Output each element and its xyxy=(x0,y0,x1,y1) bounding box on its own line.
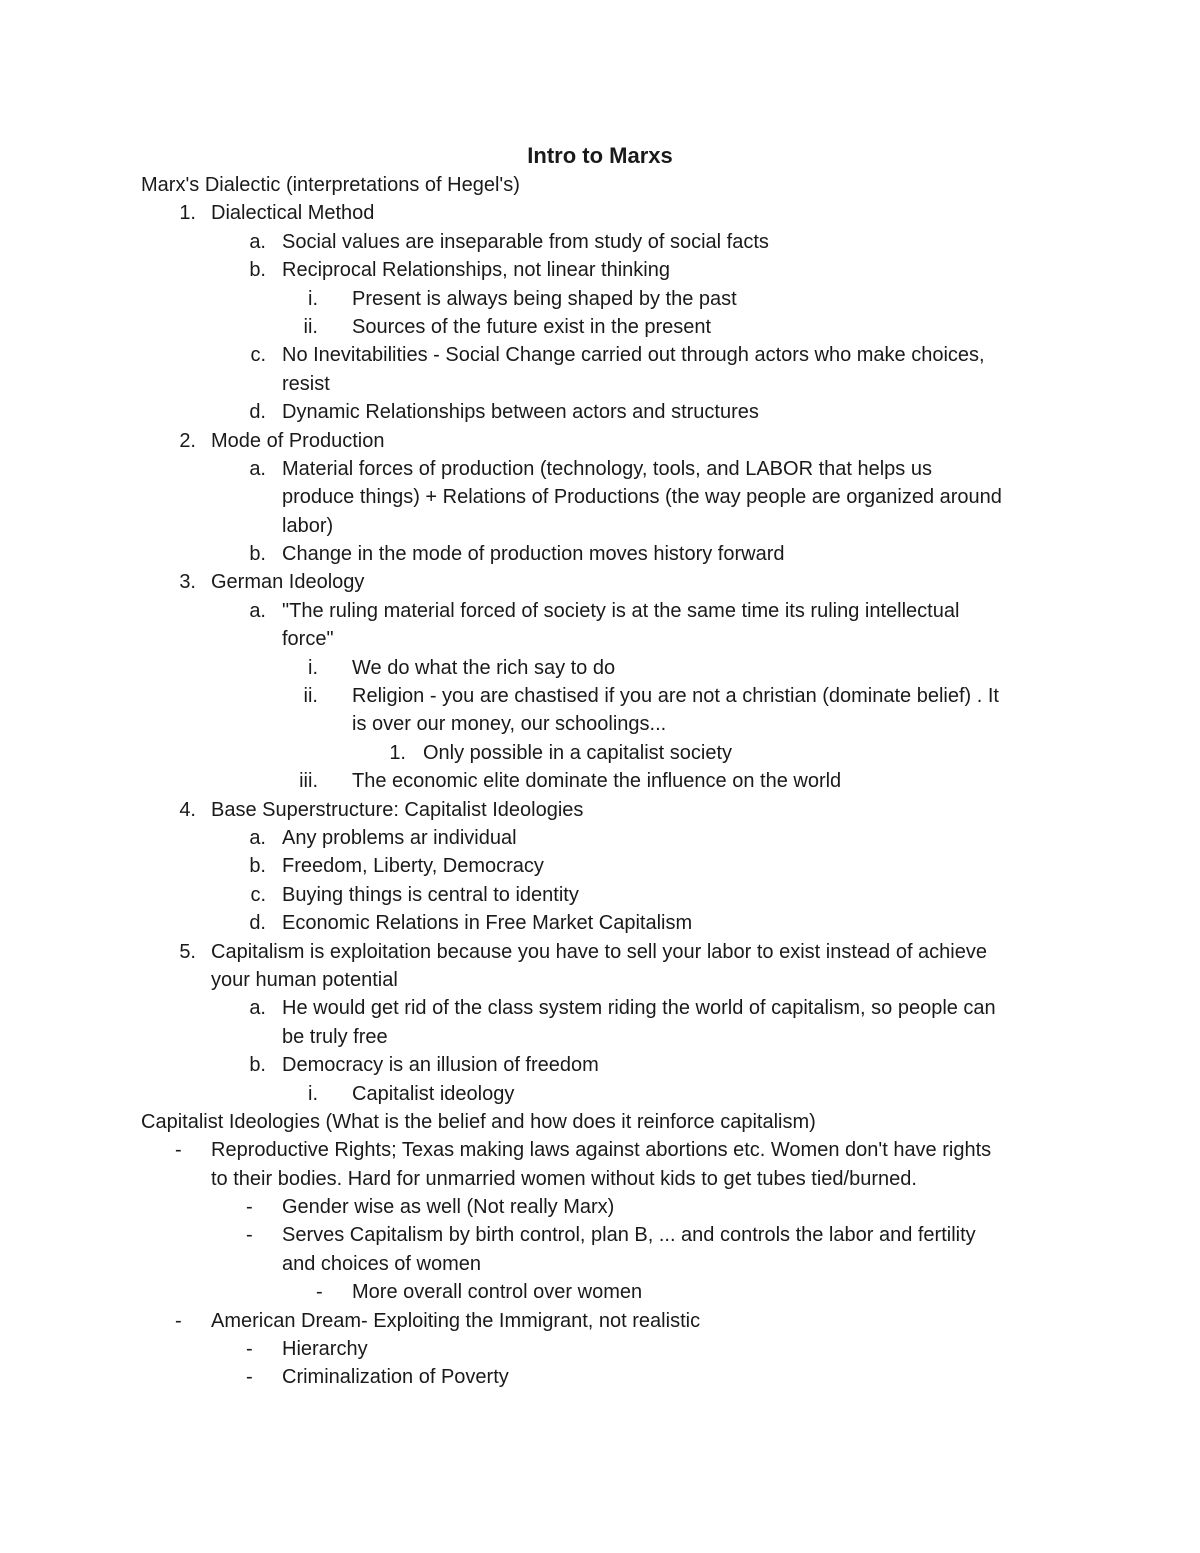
list-item xyxy=(0,540,1200,568)
list-item xyxy=(0,483,1200,511)
list-item xyxy=(0,1165,1200,1193)
list-item xyxy=(0,427,1200,455)
list-item xyxy=(0,1250,1200,1278)
list-item-text: force" xyxy=(282,628,334,651)
list-item-text: Dialectical Method xyxy=(211,202,375,225)
list-item xyxy=(0,654,1200,682)
list-marker: - xyxy=(175,1139,182,1162)
list-marker: - xyxy=(246,1224,253,1247)
list-marker: i. xyxy=(308,287,318,310)
list-marker: a. xyxy=(249,826,266,849)
list-item-text: Capitalist Ideologies (What is the belief and how does it reinforce capitalism) xyxy=(141,1110,816,1133)
list-marker: - xyxy=(246,1338,253,1361)
list-item xyxy=(0,1363,1200,1391)
list-item xyxy=(0,455,1200,483)
list-item-text: Capitalism is exploitation because you have to sell your labor to exist instead of achieve xyxy=(211,940,987,963)
list-item-text: Criminalization of Poverty xyxy=(282,1366,509,1389)
list-marker: i. xyxy=(308,656,318,679)
list-item-text: Hierarchy xyxy=(282,1338,368,1361)
list-marker: c. xyxy=(250,883,266,906)
list-item-text: resist xyxy=(282,372,330,395)
list-item-text: Buying things is central to identity xyxy=(282,883,579,906)
list-item xyxy=(0,1051,1200,1079)
list-item-text: Freedom, Liberty, Democracy xyxy=(282,855,544,878)
list-item xyxy=(0,767,1200,795)
list-item-text: He would get rid of the class system riding the world of capitalism, so people can xyxy=(282,997,996,1020)
list-item-text: Only possible in a capitalist society xyxy=(423,741,733,764)
list-marker: b. xyxy=(249,259,266,282)
list-marker: - xyxy=(246,1196,253,1219)
list-marker: 5. xyxy=(179,940,196,963)
list-item-text: Capitalist ideology xyxy=(352,1082,515,1105)
list-item-text: Religion - you are chastised if you are not a christian (dominate belief) . It xyxy=(352,685,999,708)
list-item-text: Marx's Dialectic (interpretations of Hegel's) xyxy=(141,174,520,196)
list-marker: 1. xyxy=(179,202,196,225)
list-item-text: Present is always being shaped by the past xyxy=(352,287,737,310)
list-item-text: Any problems ar individual xyxy=(282,826,517,849)
list-item xyxy=(0,739,1200,767)
list-item-text: "The ruling material forced of society is at the same time its ruling intellectual xyxy=(282,599,960,622)
list-item-text: Social values are inseparable from study of social facts xyxy=(282,230,769,253)
list-marker: i. xyxy=(308,1082,318,1105)
list-item xyxy=(0,1278,1200,1306)
list-item xyxy=(0,1193,1200,1221)
list-marker: - xyxy=(246,1366,253,1389)
list-item-text: Mode of Production xyxy=(211,429,385,452)
list-marker: 4. xyxy=(179,798,196,821)
list-item xyxy=(0,625,1200,653)
list-item xyxy=(0,597,1200,625)
list-item xyxy=(0,512,1200,540)
list-item xyxy=(0,1307,1200,1335)
list-marker: a. xyxy=(249,230,266,253)
list-item-text: The economic elite dominate the influence on the world xyxy=(352,770,842,793)
list-item-text: Gender wise as well (Not really Marx) xyxy=(282,1196,615,1219)
list-item xyxy=(0,228,1200,256)
list-item xyxy=(0,341,1200,369)
list-item-text: is over our money, our schoolings... xyxy=(352,713,667,736)
list-item xyxy=(0,313,1200,341)
list-marker: b. xyxy=(249,543,266,566)
list-item-text: to their bodies. Hard for unmarried women without kids to get tubes tied/burned. xyxy=(211,1167,917,1190)
list-item-text: your human potential xyxy=(211,968,398,991)
list-marker: a. xyxy=(249,599,266,622)
list-item-text: Serves Capitalism by birth control, plan B, ... and controls the labor and fertility xyxy=(282,1224,976,1247)
list-item-text: Base Superstructure: Capitalist Ideologies xyxy=(211,798,584,821)
list-item xyxy=(0,1080,1200,1108)
list-item xyxy=(0,682,1200,710)
list-item-text: Dynamic Relationships between actors and structures xyxy=(282,401,759,424)
list-item-text: Reproductive Rights; Texas making laws against abortions etc. Women don't have rights xyxy=(211,1139,992,1162)
list-marker: a. xyxy=(249,997,266,1020)
list-item xyxy=(0,256,1200,284)
list-item-text: More overall control over women xyxy=(352,1281,643,1304)
list-item xyxy=(0,881,1200,909)
list-item xyxy=(0,370,1200,398)
list-item xyxy=(0,398,1200,426)
list-marker: a. xyxy=(249,457,266,480)
list-marker: d. xyxy=(249,912,266,935)
list-item xyxy=(0,1221,1200,1249)
list-marker: 1. xyxy=(389,741,406,764)
outline-list xyxy=(0,171,1200,1392)
list-marker: d. xyxy=(249,401,266,424)
section-heading xyxy=(0,171,1200,199)
list-item-text: Reciprocal Relationships, not linear thinking xyxy=(282,259,670,282)
list-marker: b. xyxy=(249,1054,266,1077)
list-item-text: produce things) + Relations of Productions (the way people are organized around xyxy=(282,486,1002,509)
list-marker: iii. xyxy=(299,770,318,793)
list-item xyxy=(0,909,1200,937)
list-item xyxy=(0,852,1200,880)
list-marker: 3. xyxy=(179,571,196,594)
section-heading xyxy=(0,1108,1200,1136)
list-item-text: Democracy is an illusion of freedom xyxy=(282,1054,599,1077)
list-item xyxy=(0,285,1200,313)
list-item xyxy=(0,1136,1200,1164)
list-item-text: Economic Relations in Free Market Capitalism xyxy=(282,912,693,935)
list-item-text: Sources of the future exist in the present xyxy=(352,315,712,338)
list-item xyxy=(0,966,1200,994)
list-item-text: labor) xyxy=(282,514,334,537)
list-marker: c. xyxy=(250,344,266,367)
document-title: Intro to Marxs xyxy=(527,143,673,168)
list-item xyxy=(0,1023,1200,1051)
list-item-text: We do what the rich say to do xyxy=(352,656,616,679)
list-item xyxy=(0,199,1200,227)
list-marker: 2. xyxy=(179,429,196,452)
list-marker: b. xyxy=(249,855,266,878)
list-marker: - xyxy=(175,1309,182,1332)
list-item-text: and choices of women xyxy=(282,1252,482,1275)
list-item-text: German Ideology xyxy=(211,571,365,594)
list-item xyxy=(0,710,1200,738)
list-item xyxy=(0,796,1200,824)
list-item xyxy=(0,938,1200,966)
list-item-text: No Inevitabilities - Social Change carried out through actors who make choices, xyxy=(282,344,985,367)
list-item xyxy=(0,568,1200,596)
list-marker: ii. xyxy=(303,685,318,708)
list-item-text: Material forces of production (technology, tools, and LABOR that helps us xyxy=(282,457,932,480)
list-item xyxy=(0,824,1200,852)
list-item xyxy=(0,1335,1200,1363)
list-marker: ii. xyxy=(303,315,318,338)
list-item-text: be truly free xyxy=(282,1025,388,1048)
list-item xyxy=(0,994,1200,1022)
list-marker: - xyxy=(316,1281,323,1304)
list-item-text: American Dream- Exploiting the Immigrant, not realistic xyxy=(211,1309,701,1332)
list-item-text: Change in the mode of production moves history forward xyxy=(282,543,785,566)
